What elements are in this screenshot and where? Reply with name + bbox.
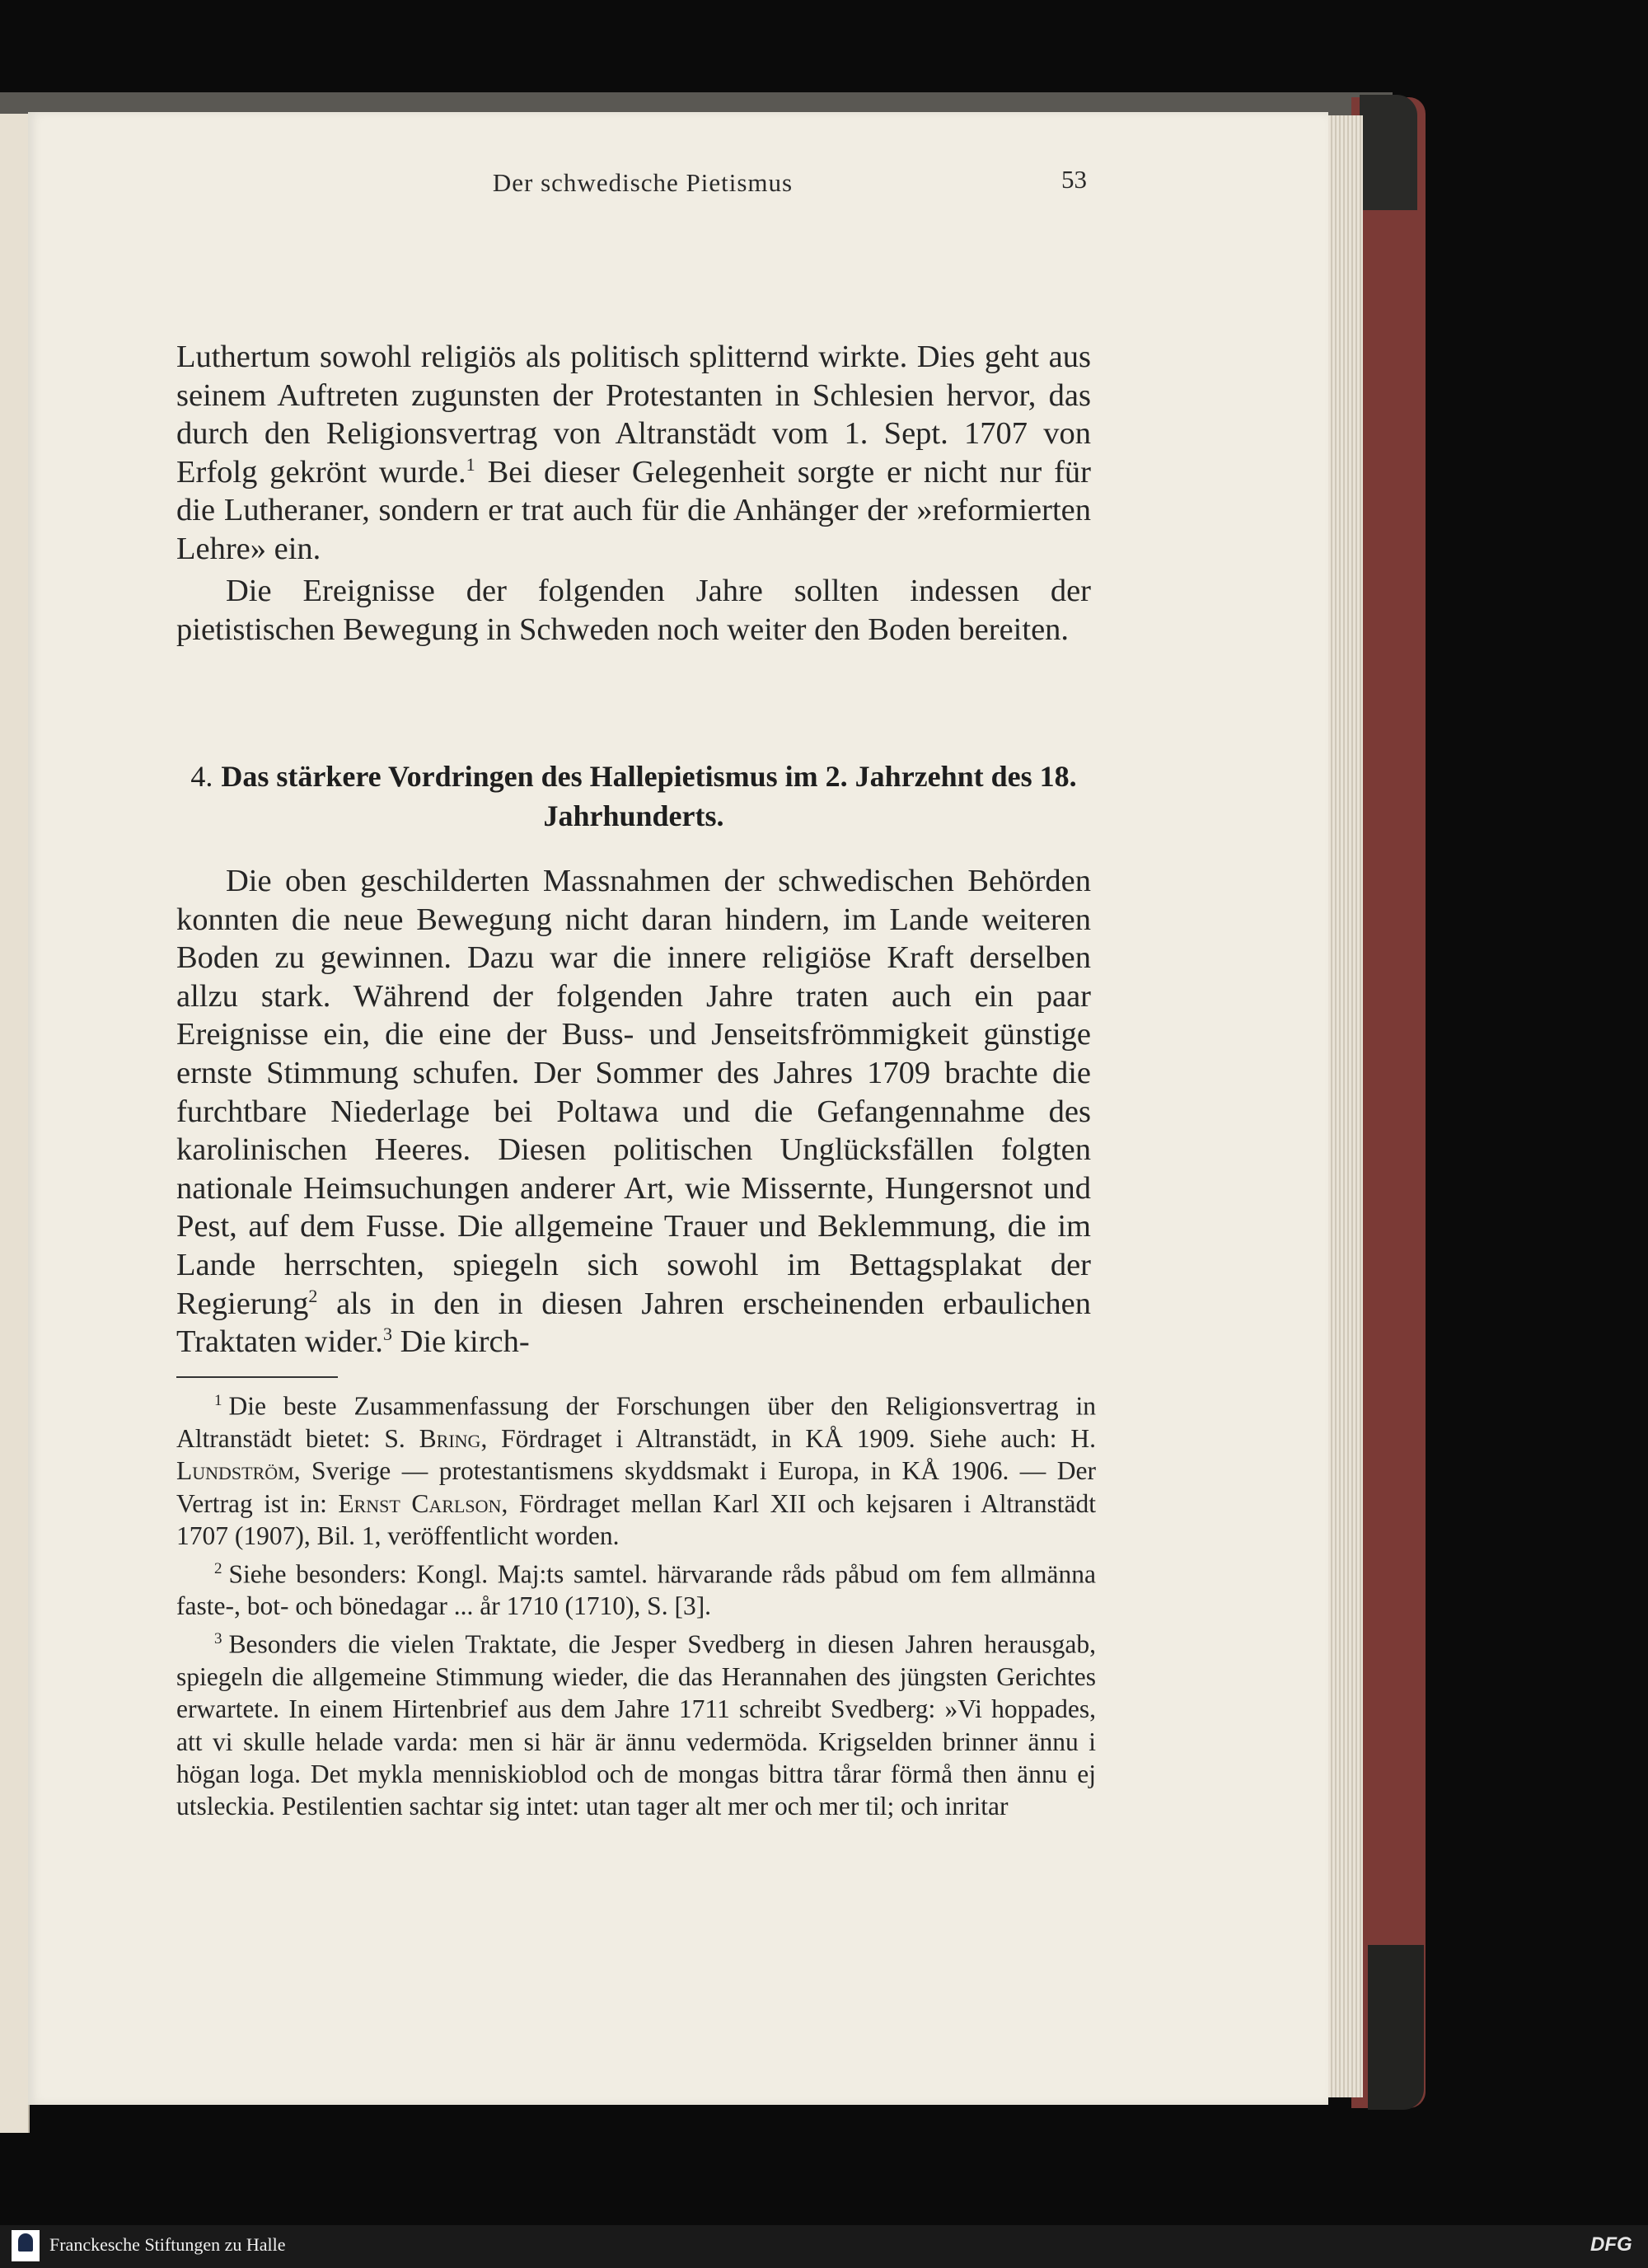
author-lundstrom: Lundström (176, 1456, 294, 1486)
footnote-1-text-c: , Sverige — protestantismens skyddsmakt i Europa, in KÅ 1906. — Der Vertrag ist in: (176, 1456, 1096, 1518)
paragraph-3-text-b: als in den in diesen Jahren erscheinenden erbaulichen Traktaten wider. (176, 1286, 1091, 1360)
section-title: Das stärkere Vordringen des Hallepietismus im 2. Jahrzehnt des 18. Jahrhunderts. (221, 760, 1077, 832)
footnote-3 (176, 1623, 1096, 1823)
page-number: 53 (1061, 165, 1087, 194)
footnotes (176, 1385, 1096, 1823)
paragraph-3 (176, 862, 1091, 1361)
cover-corner-top (1360, 95, 1417, 210)
running-title: Der schwedische Pietismus (492, 168, 794, 197)
author-carlson: Ernst Carlson (338, 1488, 502, 1518)
footnote-2 (176, 1553, 1096, 1623)
paragraph-3-text-c: Die kirch- (391, 1324, 530, 1360)
footnote-ref-2: 2 (308, 1285, 318, 1306)
footnote-1-text-a: Die beste Zusammenfassung der Forschungen über den Religionsvertrag in Altranstädt bietet: S. (176, 1391, 1096, 1453)
footnote-rule (176, 1376, 338, 1378)
footnote-ref-1: 1 (466, 453, 475, 475)
footnote-1-text-d: , Fördraget mellan Karl XII och kejsaren i Altranstädt 1707 (1907), Bil. 1, veröffentlicht worden. (176, 1488, 1097, 1551)
institution-emblem-icon (18, 2233, 33, 2252)
footnote-3-text: Besonders die vielen Traktate, die Jesper Svedberg in diesen Jahren herausgab, spiegeln die allgemeine Stimmung wieder, die das Herannahen des jüngsten Gerichtes erwartete. In einem Hirtenbrief aus dem Jahre 1711 schreibt Svedberg: »Vi hoppades, att vi skulle helade varda: men si här är ännu vedermöda. Krigselden brinner ännu i högan loga. Det mykla menniskioblod och de mongas bittra tårar förmå then ännu ej utsleckia. Pestilentien sachtar sig intet: utan tager alt mer och mer til; och inritar (176, 1629, 1096, 1821)
dfg-logo: DFG (1590, 2233, 1632, 2256)
paragraph-1 (176, 338, 1091, 569)
paragraph-2: Die Ereignisse der folgenden Jahre sollten indessen der pietistischen Bewegung in Schweden noch weiter den Boden bereiten. (176, 574, 1091, 647)
left-page-edge (0, 114, 30, 2133)
section-number: 4. (190, 760, 213, 793)
footnote-1-text-b: , Fördraget i Altranstädt, in KÅ 1909. Siehe auch: H. (480, 1423, 1096, 1453)
paragraph-3-text-a: Die oben geschilderten Massnahmen der schwedischen Behörden konnten die neue Bewegung nicht daran hindern, im Lande weiteren Boden zu gewinnen. Dazu war die innere religiöse Kraft derselben allzu stark. Während der folgenden Jahre traten auch ein paar Ereignisse ein, die eine der Buss- und Jenseitsfrömmigkeit günstige ernste Stimmung schufen. Der Sommer des Jahres 1709 brachte die furchtbare Niederlage bei Poltawa und die Gefangennahme des karolinischen Heeres. Diesen politischen Unglücksfällen folgten nationale Heimsuchungen anderer Art, wie Missernte, Hungersnot und Pest, auf dem Fusse. Die allgemeine Trauer und Beklemmung, die im Lande herrschten, spiegeln sich sowohl im Bettagsplakat der Regierung (176, 864, 1091, 1321)
paragraph-1-text: Luthertum sowohl religiös als politisch splitternd wirkte. Dies geht aus seinem Auftreten zugunsten der Protestanten in Schlesien hervor, das durch den Religionsvertrag von Altranstädt vom 1. Sept. 1707 von Erfolg gekrönt wurde. (176, 340, 1091, 490)
footnote-ref-3: 3 (382, 1324, 392, 1345)
institution-name[interactable]: Franckesche Stiftungen zu Halle (49, 2234, 286, 2255)
footnote-2-text: Siehe besonders: Kongl. Maj:ts samtel. härvarande råds påbud om fem allmänna faste-, bot- och bönedagar ... år 1710 (1710), S. [3]. (176, 1559, 1096, 1621)
footnote-1 (176, 1385, 1096, 1553)
paragraph-1-tail: Bei dieser Gelegenheit sorgte er nicht nur für die Lutheraner, sondern er trat auch für die Anhänger der »reformierten Lehre» ein. (176, 454, 1091, 566)
author-bring: Bring (419, 1423, 481, 1453)
cover-corner-bottom (1368, 1945, 1424, 2110)
footnote-3-mark: 3 (214, 1629, 222, 1647)
section-heading (176, 757, 1091, 836)
footnote-2-mark: 2 (214, 1559, 222, 1577)
footnote-1-mark: 1 (214, 1392, 222, 1409)
